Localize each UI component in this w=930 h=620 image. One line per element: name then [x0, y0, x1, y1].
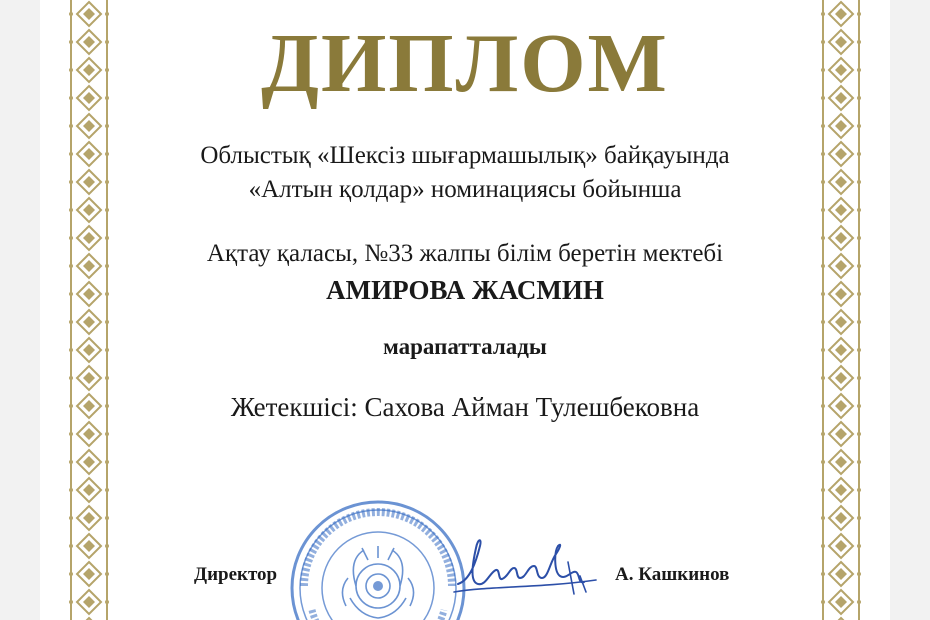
- school-line: Ақтау қаласы, №33 жалпы білім беретін мектебі: [206, 240, 724, 267]
- awarded-text: марапатталады: [383, 334, 547, 359]
- director-label: Директор: [194, 564, 278, 585]
- nomination-line: «Алтын қолдар» номинациясы бойынша: [248, 176, 682, 203]
- round-blue-seal-icon: [288, 498, 468, 620]
- recipient-name: АМИРОВА ЖАСМИН: [326, 275, 604, 305]
- contest-line: Облыстық «Шексіз шығармашылық» байқауында: [200, 142, 730, 169]
- diploma-title: ДИПЛОМ: [261, 17, 669, 110]
- diploma-page: [40, 0, 890, 620]
- director-name: А. Кашкинов: [615, 564, 730, 585]
- handwritten-signature-icon: [450, 532, 600, 602]
- supervisor-line: Жетекшісі: Сахова Айман Тулешбековна: [230, 392, 700, 422]
